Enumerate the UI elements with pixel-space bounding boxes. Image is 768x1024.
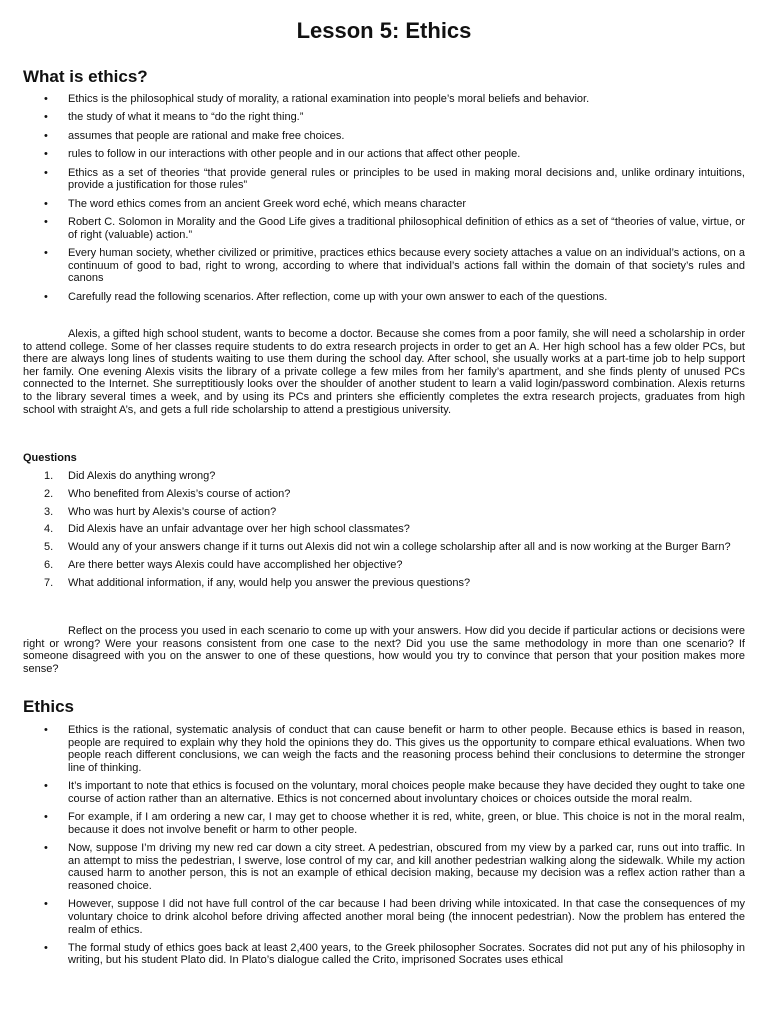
list-item-text: For example, if I am ordering a new car, I may get to choose whether it is red, white, green, or blue. This choice is not in the moral realm, because it does not involve benefit or harm to other people. — [68, 811, 745, 836]
question-number: 6. — [44, 558, 54, 571]
list-item — [0, 93, 768, 106]
bullet-icon: • — [44, 148, 48, 161]
list-item — [0, 724, 768, 774]
question-item — [0, 559, 768, 572]
list-item — [0, 167, 768, 192]
list-item-text: However, suppose I did not have full control of the car because I had been driving while intoxicated. In that case the consequences of my voluntary choice to drink alcohol before driving affected another moral being (the innocent pedestrian). Now the problem has entered the realm of ethics. — [68, 898, 745, 936]
list-item — [0, 247, 768, 285]
question-text: Did Alexis do anything wrong? — [68, 470, 216, 482]
question-number: 3. — [44, 505, 54, 518]
bullet-icon: • — [44, 166, 48, 179]
question-text: Did Alexis have an unfair advantage over her high school classmates? — [68, 523, 410, 536]
list-item-text: assumes that people are rational and make free choices. — [68, 129, 345, 142]
list-item-text: The word ethics comes from an ancient Greek word eché, which means character — [68, 197, 467, 210]
list-item-text: Ethics is the philosophical study of morality, a rational examination into people’s moral beliefs and behavior. — [68, 93, 590, 105]
question-text: Would any of your answers change if it turns out Alexis did not win a college scholarship after all and is now working at the Burger Barn? — [68, 541, 731, 554]
question-text: Are there better ways Alexis could have accomplished her objective? — [68, 558, 403, 571]
list-item-text: Ethics is the rational, systematic analysis of conduct that can cause benefit or harm to other people. Because ethics is based in reason, people are required to explain why they hold the opinions they do. This gives us the opportunity to compare ethical evaluations. When two people reach different conclusions, we can weigh the facts and the reasoning process behind their conclusions to determine the stronger line of thinking. — [68, 724, 745, 774]
scenario-paragraph: Alexis, a gifted high school student, wants to become a doctor. Because she comes from a poor family, she will need a scholarship in order to attend college. Some of her classes require students to do extra research projects in order to get an A. Her high school has a few older PCs, but there are always long lines of students waiting to use them during the school day. After school, she usually works at a part-time job to help support her family. One evening Alexis visits the library of a private college a few miles from her family’s apartment, and she finds plenty of unused PCs connected to the Internet. She surreptitiously looks over the shoulder of another student to learn a valid login/password combination. Alexis returns to the library several times a week, and by using its PCs and printers she efficiently completes the extra research projects, graduates from high school with straight A’s, and gets a full ride scholarship to attend a prestigious university. — [23, 328, 745, 416]
question-item — [0, 523, 768, 536]
bullet-icon: • — [44, 246, 48, 259]
list-item — [0, 842, 768, 892]
bullet-icon: • — [44, 811, 48, 824]
questions-heading: Questions — [23, 452, 77, 464]
bullet-icon: • — [44, 290, 48, 303]
question-text: Who benefited from Alexis’s course of action? — [68, 487, 291, 500]
list-item — [0, 148, 768, 161]
question-number: 1. — [44, 470, 54, 482]
question-number: 2. — [44, 487, 54, 500]
bullet-icon: • — [44, 941, 48, 954]
question-item — [0, 488, 768, 501]
question-item — [0, 470, 768, 483]
ethics-list — [0, 724, 768, 973]
bullet-icon: • — [44, 215, 48, 228]
question-number: 4. — [44, 523, 54, 536]
bullet-icon: • — [44, 197, 48, 210]
list-item — [0, 942, 768, 967]
list-item — [0, 198, 768, 211]
question-text: Who was hurt by Alexis’s course of action? — [68, 505, 277, 518]
list-item — [0, 780, 768, 805]
list-item-text: Robert C. Solomon in Morality and the Good Life gives a traditional philosophical definition of ethics as a set of “theories of value, virtue, or of right (valuable) action.” — [68, 215, 745, 241]
bullet-icon: • — [44, 111, 48, 124]
question-number: 5. — [44, 541, 54, 554]
list-item-text: Carefully read the following scenarios. After reflection, come up with your own answer to each of the questions. — [68, 290, 608, 303]
question-item — [0, 541, 768, 554]
bullet-icon: • — [44, 780, 48, 793]
list-item-text: Now, suppose I’m driving my new red car down a city street. A pedestrian, obscured from my view by a parked car, runs out into traffic. In an attempt to miss the pedestrian, I swerve, lose control of my car, and kill another pedestrian walking along the sidewalk. While my action caused harm to another person, this is not an example of ethical decision making, because my decision was a reflex action rather than a reasoned choice. — [68, 842, 745, 892]
list-item-text: The formal study of ethics goes back at least 2,400 years, to the Greek philosopher Socrates. Socrates did not put any of his philosophy in writing, but his student Plato did. In Plato’s dialogue called the Crito, imprisoned Socrates uses ethical — [68, 941, 745, 967]
question-item — [0, 577, 768, 590]
list-item-text: Every human society, whether civilized or primitive, practices ethics because every society attaches a value on an individual’s actions, on a continuum of good to bad, right to wrong, according to where that individual’s actions fall within the domain of that society’s rules and canons — [68, 246, 745, 285]
list-item — [0, 291, 768, 304]
questions-list — [0, 470, 768, 594]
bullet-icon: • — [44, 724, 48, 736]
list-item — [0, 811, 768, 836]
bullet-icon: • — [44, 129, 48, 142]
bullet-icon: • — [44, 898, 48, 911]
list-item — [0, 216, 768, 241]
page-title: Lesson 5: Ethics — [296, 18, 472, 43]
list-item — [0, 111, 768, 124]
list-item-text: the study of what it means to “do the right thing.” — [68, 111, 304, 124]
list-item-text: Ethics as a set of theories “that provide general rules or principles to be used in making moral decisions and, unlike ordinary intuitions, provide a justification for those rules” — [68, 166, 745, 192]
question-text: What additional information, if any, would help you answer the previous questions? — [68, 576, 471, 589]
list-item-text: It’s important to note that ethics is focused on the voluntary, moral choices people make because they have decided they ought to take one course of action rather than an alternative. Ethics is not concerned about involuntary choices or choices outside the moral realm. — [68, 780, 745, 805]
reflection-paragraph: Reflect on the process you used in each scenario to come up with your answers. How did you decide if particular actions or decisions were right or wrong? Were your reasons consistent from one case to the next? Did you use the same methodology in more than one scenario? If someone disagreed with you on the answer to one of these questions, how would you try to convince that person that your position makes more sense? — [23, 625, 745, 675]
section-heading-what-is-ethics: What is ethics? — [23, 67, 148, 86]
question-item — [0, 506, 768, 519]
bullet-icon: • — [44, 93, 48, 105]
list-item-text: rules to follow in our interactions with other people and in our actions that affect other people. — [68, 148, 521, 161]
list-item — [0, 898, 768, 936]
section-heading-ethics: Ethics — [23, 697, 75, 716]
question-number: 7. — [44, 576, 54, 589]
list-item — [0, 130, 768, 143]
bullet-icon: • — [44, 842, 48, 855]
what-is-ethics-list — [0, 93, 768, 309]
